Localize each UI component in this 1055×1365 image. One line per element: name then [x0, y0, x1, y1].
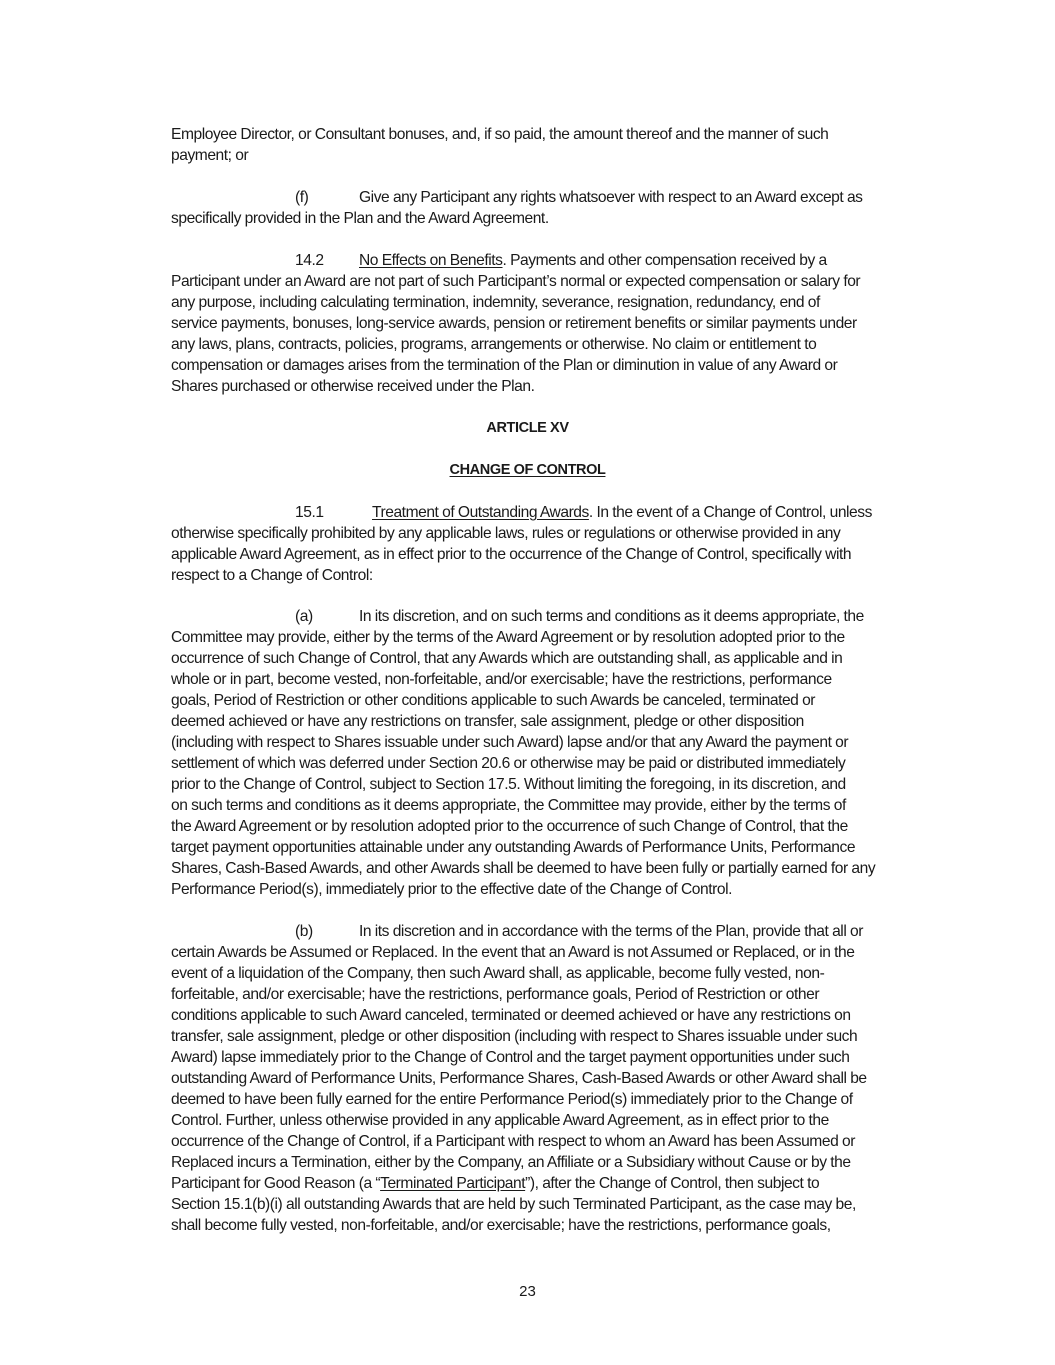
text-line: service payments, bonuses, long-service awards, pension or retirement benefits or similar payments under: [171, 315, 857, 332]
text-line: Section 15.1(b)(i) all outstanding Awards that are held by such Terminated Participant, as the case may be,: [171, 1196, 856, 1213]
text-line: specifically provided in the Plan and the Award Agreement.: [171, 210, 549, 227]
text-line: Performance Period(s), immediately prior to the effective date of the Change of Control.: [171, 881, 732, 898]
text-line: Control. Further, unless otherwise provided in any applicable Award Agreement, as in effect prior to the: [171, 1112, 829, 1129]
paragraph-label: (a): [295, 608, 313, 625]
section-title: Treatment of Outstanding Awards: [372, 504, 589, 521]
page-number: 23: [519, 1283, 536, 1300]
paragraph-text: Give any Participant any rights whatsoever with respect to an Award except as: [359, 189, 863, 206]
paragraph-e-continuation: [171, 124, 941, 166]
paragraph-label: (b): [295, 923, 313, 940]
text-line: [171, 250, 941, 271]
section-text: . In the event of a Change of Control, unless: [588, 504, 872, 521]
text-line: Award) lapse immediately prior to the Change of Control and the target payment opportunities under such: [171, 1049, 850, 1066]
section-number: 15.1: [295, 504, 324, 521]
text-line: Shares, Cash-Based Awards, and other Awards shall be deemed to have been fully or partially earned for any: [171, 860, 876, 877]
text-line: transfer, sale assignment, pledge or other disposition (including with respect to Shares issuable under such: [171, 1028, 858, 1045]
text-line: outstanding Award of Performance Units, Performance Shares, Cash-Based Awards or other Award shall be: [171, 1070, 867, 1087]
text-line: the Award Agreement or by resolution adopted prior to the occurrence of such Change of Control, that the: [171, 818, 848, 835]
paragraph-a: [171, 606, 941, 900]
text-line: [171, 606, 941, 627]
defined-term: Terminated Participant: [380, 1175, 526, 1192]
text-line: conditions applicable to such Award canceled, terminated or deemed achieved or have any restrictions on: [171, 1007, 851, 1024]
text-line: event of a liquidation of the Company, then such Award shall, as applicable, become fully vested, non-: [171, 965, 825, 982]
text-line: deemed to have been fully earned for the entire Performance Period(s) immediately prior to the Change of: [171, 1091, 853, 1108]
article-number: ARTICLE XV: [486, 420, 569, 436]
text-line: Replaced incurs a Termination, either by the Company, an Affiliate or a Subsidiary without Cause or by the: [171, 1154, 851, 1171]
text-line: [171, 921, 941, 942]
text-line: goals, Period of Restriction or other conditions applicable to such Awards be canceled, terminated or: [171, 692, 816, 709]
text-line: occurrence of the Change of Control, if a Participant with respect to whom an Award has been Assumed or: [171, 1133, 855, 1150]
text-line: compensation or damages arises from the termination of the Plan or diminution in value of any Award or: [171, 357, 838, 374]
paragraph-label: (f): [295, 189, 309, 206]
text-line: otherwise specifically prohibited by any applicable laws, rules or regulations or otherwise provided in any: [171, 525, 841, 542]
text-line: Participant under an Award are not part of such Participant’s normal or expected compensation or salary for: [171, 273, 861, 290]
text-line: any laws, plans, contracts, policies, programs, arrangements or otherwise. No claim or entitlement to: [171, 336, 817, 353]
text-line: [171, 1173, 941, 1194]
text-line: respect to a Change of Control:: [171, 567, 373, 584]
text-line: whole or in part, become vested, non-forfeitable, and/or exercisable; have the restrictions, performance: [171, 671, 832, 688]
paragraph-f: [171, 187, 941, 229]
section-number: 14.2: [295, 252, 324, 269]
text-line: deemed achieved or have any restrictions on transfer, sale assignment, pledge or other disposition: [171, 713, 804, 730]
text-line: Shares purchased or otherwise received under the Plan.: [171, 378, 535, 395]
section-14-2: [171, 250, 941, 397]
section-15-1: [171, 502, 941, 586]
text-line: [171, 502, 941, 523]
text-line: certain Awards be Assumed or Replaced. In the event that an Award is not Assumed or Replaced, or in the: [171, 944, 855, 961]
text-line: Committee may provide, either by the terms of the Award Agreement or by resolution adopted prior to the: [171, 629, 845, 646]
text-line: target payment opportunities attainable under any outstanding Awards of Performance Units, Performance: [171, 839, 856, 856]
section-text: . Payments and other compensation received by a: [502, 252, 827, 269]
text-line: Employee Director, or Consultant bonuses, and, if so paid, the amount thereof and the manner of such: [171, 126, 829, 143]
text-line: [171, 187, 941, 208]
paragraph-text: In its discretion and in accordance with the terms of the Plan, provide that all or: [359, 923, 863, 940]
text-line: on such terms and conditions as it deems appropriate, the Committee may provide, either by the terms of: [171, 797, 846, 814]
paragraph-b: [171, 921, 941, 1236]
text-line: payment; or: [171, 147, 249, 164]
text-line: any purpose, including calculating termination, indemnity, severance, resignation, redundancy, end of: [171, 294, 820, 311]
text-line: (including with respect to Shares issuable under such Award) lapse and/or that any Award the payment or: [171, 734, 849, 751]
text-line: forfeitable, and/or exercisable; have the restrictions, performance goals, Period of Restriction or other: [171, 986, 820, 1003]
paragraph-text: In its discretion, and on such terms and conditions as it deems appropriate, the: [359, 608, 864, 625]
text-before-term: Participant for Good Reason (a “: [171, 1175, 381, 1192]
article-title: CHANGE OF CONTROL: [449, 462, 606, 478]
text-line: occurrence of such Change of Control, that any Awards which are outstanding shall, as applicable and in: [171, 650, 843, 667]
text-line: settlement of which was deferred under Section 20.6 or otherwise may be paid or distributed immediately: [171, 755, 846, 772]
section-title: No Effects on Benefits: [359, 252, 503, 269]
article-title-wrapper: [0, 460, 1055, 481]
text-line: shall become fully vested, non-forfeitable, and/or exercisable; have the restrictions, performance goals,: [171, 1217, 831, 1234]
text-line: prior to the Change of Control, subject to Section 17.5. Without limiting the foregoing, in its discretion, and: [171, 776, 846, 793]
text-after-term: ”), after the Change of Control, then subject to: [525, 1175, 820, 1192]
text-line: applicable Award Agreement, as in effect prior to the occurrence of the Change of Control, specifically with: [171, 546, 852, 563]
